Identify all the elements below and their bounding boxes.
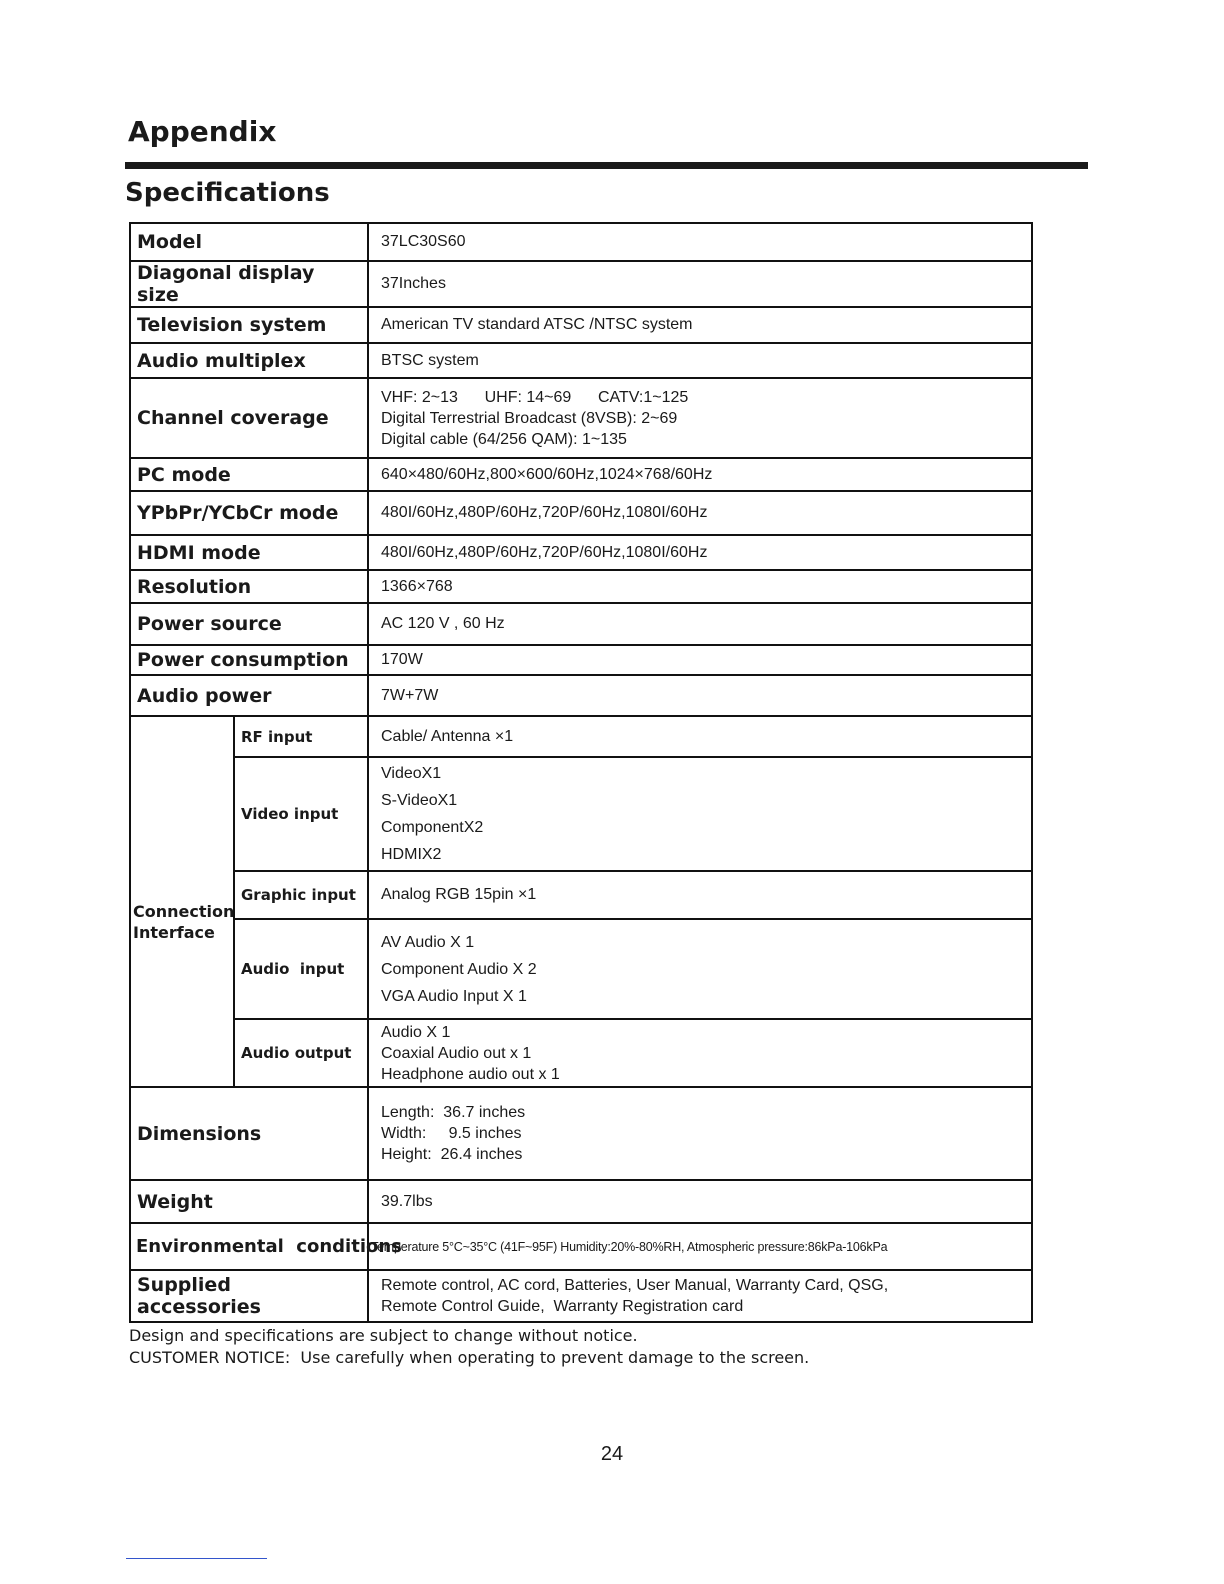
spec-value: [368, 1019, 1032, 1087]
table-row: [130, 1087, 1032, 1180]
spec-label: Audio multiplex: [130, 343, 368, 378]
spec-label: Power source: [130, 603, 368, 645]
spec-label: Supplied accessories: [130, 1270, 368, 1322]
table-row: [130, 919, 1032, 1019]
spec-value: Analog RGB 15pin ×1: [368, 871, 1032, 919]
sub-label: Graphic input: [234, 871, 368, 919]
spec-label: Weight: [130, 1180, 368, 1223]
table-row: [130, 1019, 1032, 1087]
table-row: [130, 535, 1032, 570]
spec-label: YPbPr/YCbCr mode: [130, 491, 368, 535]
table-row: [130, 675, 1032, 716]
value-line: Component Audio X 2: [381, 960, 537, 978]
value-line: Remote Control Guide, Warranty Registration card: [381, 1298, 744, 1315]
spec-value: 640×480/60Hz,800×600/60Hz,1024×768/60Hz: [368, 458, 1032, 491]
spec-value: 170W: [368, 645, 1032, 675]
table-row: [130, 645, 1032, 675]
spec-value: Temperature 5°C~35°C (41F~95F) Humidity:20%-80%RH, Atmospheric pressure:86kPa-106kPa: [368, 1223, 1032, 1270]
footnotes: [129, 1325, 809, 1369]
spec-value: [368, 919, 1032, 1019]
title-divider: [125, 162, 1088, 169]
spec-label: Audio power: [130, 675, 368, 716]
spec-value: 7W+7W: [368, 675, 1032, 716]
value-line: S-VideoX1: [381, 792, 458, 809]
spec-value: 37LC30S60: [368, 223, 1032, 261]
table-row: [130, 491, 1032, 535]
spec-label: Resolution: [130, 570, 368, 603]
table-row: [130, 1223, 1032, 1270]
page-number: 24: [600, 1443, 624, 1465]
table-row: [130, 307, 1032, 343]
channel-line: Digital Terrestrial Broadcast (8VSB): 2~69: [381, 409, 678, 427]
value-line: HDMIX2: [381, 846, 442, 863]
note-line: CUSTOMER NOTICE: Use carefully when operating to prevent damage to the screen.: [129, 1348, 810, 1367]
table-row: [130, 570, 1032, 603]
sub-label: RF input: [234, 716, 368, 757]
spec-label: PC mode: [130, 458, 368, 491]
spec-label: Dimensions: [130, 1087, 368, 1180]
spec-value: American TV standard ATSC /NTSC system: [368, 307, 1032, 343]
spec-value: Cable/ Antenna ×1: [368, 716, 1032, 757]
spec-label: Diagonal display size: [130, 261, 368, 307]
spec-value: AC 120 V , 60 Hz: [368, 603, 1032, 645]
value-line: Coaxial Audio out x 1: [381, 1044, 532, 1062]
spec-label: HDMI mode: [130, 535, 368, 570]
spec-value: [368, 378, 1032, 458]
spec-value: [368, 1087, 1032, 1180]
value-line: Headphone audio out x 1: [381, 1065, 560, 1083]
connection-label-line: Interface: [133, 922, 215, 942]
footer-divider: [126, 1558, 267, 1559]
table-row: [130, 223, 1032, 261]
channel-line: VHF: 2~13 UHF: 14~69 CATV:1~125: [381, 388, 689, 406]
table-row: [130, 603, 1032, 645]
table-row: [130, 458, 1032, 491]
spec-label: Television system: [130, 307, 368, 343]
connection-interface-label: [130, 716, 234, 1087]
spec-value: BTSC system: [368, 343, 1032, 378]
table-row: [130, 757, 1032, 871]
specifications-table: [129, 222, 1033, 1323]
value-line: ComponentX2: [381, 819, 484, 836]
sub-label: Video input: [234, 757, 368, 871]
value-line: AV Audio X 1: [381, 933, 475, 951]
table-row: [130, 871, 1032, 919]
spec-label: Environmental conditions: [130, 1223, 368, 1270]
value-line: VideoX1: [381, 765, 442, 782]
table-row: [130, 1180, 1032, 1223]
spec-value: 480I/60Hz,480P/60Hz,720P/60Hz,1080I/60Hz: [368, 535, 1032, 570]
value-line: Height: 26.4 inches: [381, 1146, 523, 1163]
spec-value: [368, 757, 1032, 871]
sub-label: Audio output: [234, 1019, 368, 1087]
channel-line: Digital cable (64/256 QAM): 1~135: [381, 430, 627, 448]
spec-label: Power consumption: [130, 645, 368, 675]
spec-value: 480I/60Hz,480P/60Hz,720P/60Hz,1080I/60Hz: [368, 491, 1032, 535]
page-title: Appendix: [128, 115, 277, 148]
table-row: [130, 1270, 1032, 1322]
spec-value: 1366×768: [368, 570, 1032, 603]
value-line: Width: 9.5 inches: [381, 1125, 522, 1142]
value-line: Length: 36.7 inches: [381, 1104, 526, 1121]
sub-label: Audio input: [234, 919, 368, 1019]
section-title: Specifications: [125, 178, 330, 208]
note-line: Design and specifications are subject to change without notice.: [129, 1326, 638, 1345]
spec-value: 39.7lbs: [368, 1180, 1032, 1223]
value-line: VGA Audio Input X 1: [381, 987, 527, 1005]
spec-label: Channel coverage: [130, 378, 368, 458]
table-row: [130, 343, 1032, 378]
spec-label: Model: [130, 223, 368, 261]
value-line: Remote control, AC cord, Batteries, User Manual, Warranty Card, QSG,: [381, 1277, 889, 1294]
connection-label-line: Connection: [133, 901, 235, 921]
spec-value: 37Inches: [368, 261, 1032, 307]
value-line: Audio X 1: [381, 1023, 451, 1041]
table-row: [130, 716, 1032, 757]
table-row: [130, 261, 1032, 307]
table-row: [130, 378, 1032, 458]
spec-value: [368, 1270, 1032, 1322]
